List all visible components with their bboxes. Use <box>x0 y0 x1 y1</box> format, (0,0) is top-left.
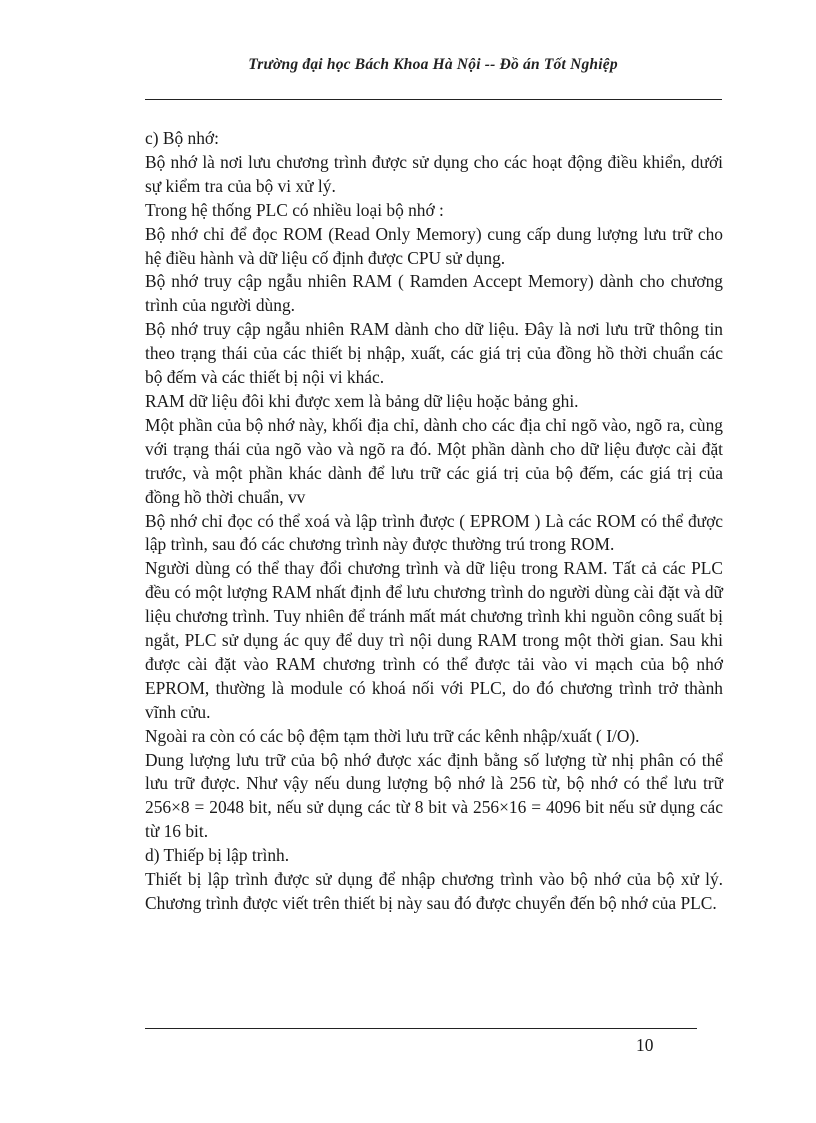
footer-divider <box>145 1028 697 1029</box>
section-heading-memory: c) Bộ nhớ: <box>145 128 219 148</box>
section-heading-programming-device: d) Thiếp bị lập trình. <box>145 845 290 866</box>
paragraph-rom: Bộ nhớ chỉ để đọc ROM (Read Only Memory) cung cấp dung lượng lưu trữ cho hệ điều hành và dữ liệu cố định được CPU sử dụng. <box>145 223 723 268</box>
page-header-title: Trường đại học Bách Khoa Hà Nội -- Đồ án Tốt Nghiệp <box>248 56 618 73</box>
paragraph-ram-program: Bộ nhớ truy cập ngẫu nhiên RAM ( Ramden Accept Memory) dành cho chương trình của người dùng. <box>145 271 723 316</box>
paragraph-ram-data: Bộ nhớ truy cập ngẫu nhiên RAM dành cho dữ liệu. Đây là nơi lưu trữ thông tin theo trạng thái của các thiết bị nhập, xuất, các giá trị của đồng hồ thời chuẩn các bộ đếm và các thiết bị nội vi khác. <box>145 319 723 388</box>
paragraph-user-ram: Người dùng có thể thay đổi chương trình và dữ liệu trong RAM. Tất cả các PLC đều có một lượng RAM nhất định để lưu chương trình do người dùng cài đặt và dữ liệu chương trình. Tuy nhiên để tránh mất mát chương trình khi nguồn công suất bị ngắt, PLC sử dụng ác quy để duy trì nội dung RAM trong một thời gian. Sau khi được cài đặt vào RAM chương trình có thể được tải vào vi mạch của bộ nhớ EPROM, thường là module có khoá nối với PLC, do đó chương trình trở thành vĩnh cửu. <box>145 558 723 722</box>
document-body <box>145 127 723 916</box>
paragraph-address-block: Một phần của bộ nhớ này, khối địa chỉ, dành cho các địa chỉ ngõ vào, ngõ ra, cùng với trạng thái của ngõ vào và ngõ ra đó. Một phần dành cho dữ liệu được cài đặt trước, và một phần khác dành để lưu trữ các giá trị của bộ đếm, các giá trị của đồng hồ thời chuẩn, vv <box>145 414 723 507</box>
header-divider <box>145 99 722 100</box>
paragraph-io-buffers: Ngoài ra còn có các bộ đệm tạm thời lưu trữ các kênh nhập/xuất ( I/O). <box>145 725 640 746</box>
paragraph-memory-definition: Bộ nhớ là nơi lưu chương trình được sử dụng cho các hoạt động điều khiển, dưới sự kiểm tra của bộ vi xử lý. <box>145 151 723 196</box>
paragraph-programming-device: Thiết bị lập trình được sử dụng để nhập chương trình vào bộ nhớ của bộ xử lý. Chương trình được viết trên thiết bị này sau đó được chuyển đến bộ nhớ của PLC. <box>145 869 723 913</box>
paragraph-memory-types-intro: Trong hệ thống PLC có nhiều loại bộ nhớ : <box>145 199 444 220</box>
paragraph-capacity: Dung lượng lưu trữ của bộ nhớ được xác định bằng số lượng từ nhị phân có thể lưu trữ được. Như vậy nếu dung lượng bộ nhớ là 256 từ, bộ nhớ có thể lưu trữ 256×8 = 2048 bit, nếu sử dụng các từ 8 bit và 256×16 = 4096 bit nếu sử dụng các từ 16 bit. <box>145 749 723 842</box>
page-number: 10 <box>636 1035 654 1055</box>
paragraph-data-table: RAM dữ liệu đôi khi được xem là bảng dữ liệu hoặc bảng ghi. <box>145 390 579 411</box>
paragraph-eprom: Bộ nhớ chỉ đọc có thể xoá và lập trình được ( EPROM ) Là các ROM có thể được lập trình, sau đó các chương trình này được thường trú trong ROM. <box>145 510 723 555</box>
